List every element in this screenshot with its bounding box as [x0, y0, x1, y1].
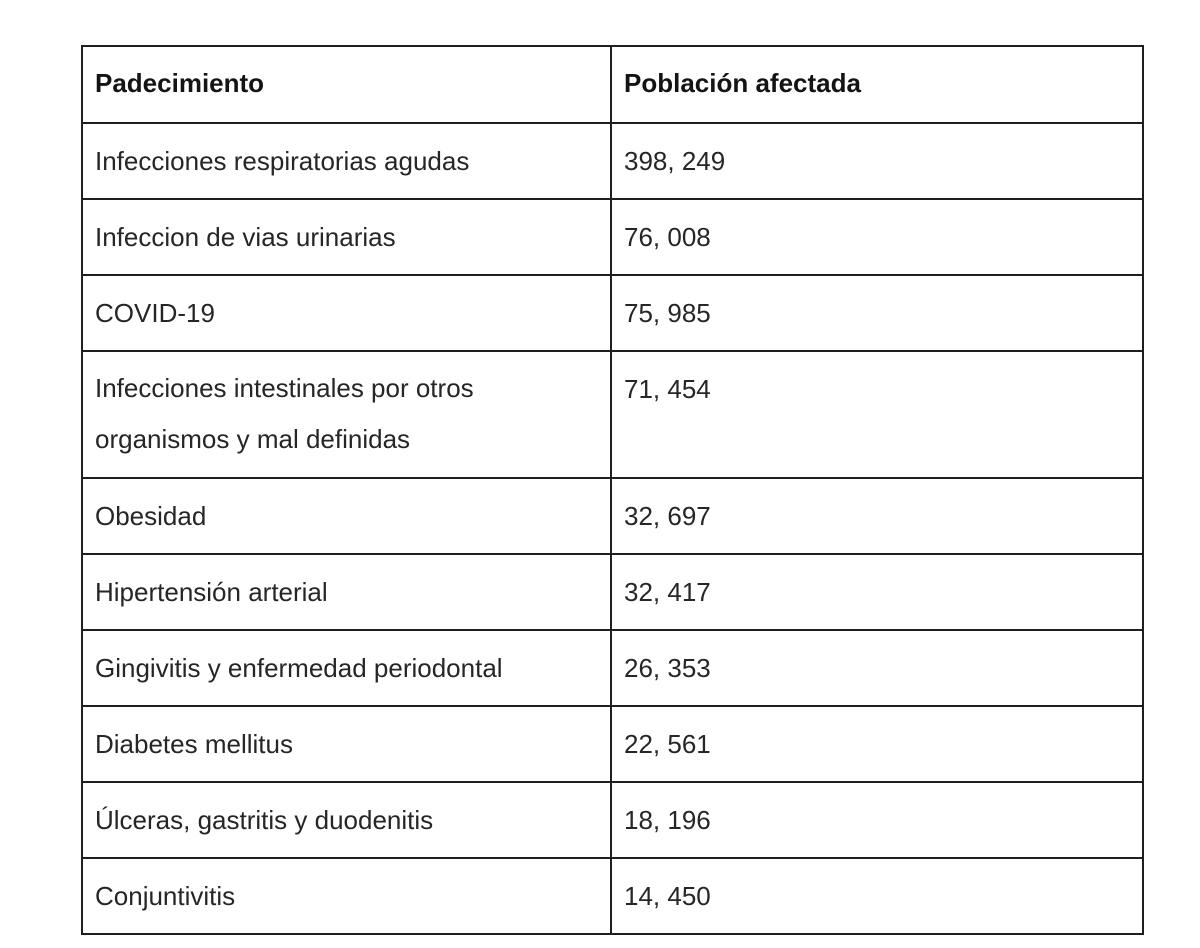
condition-cell: Gingivitis y enfermedad periodontal	[82, 630, 611, 706]
header-padecimiento: Padecimiento	[82, 46, 611, 123]
condition-cell: Infecciones intestinales por otros organismos y mal definidas	[82, 351, 611, 478]
table-row	[82, 351, 1143, 478]
condition-cell: Obesidad	[82, 478, 611, 554]
condition-cell: Conjuntivitis	[82, 858, 611, 934]
table-header-row	[82, 46, 1143, 123]
table-row	[82, 275, 1143, 351]
condition-cell: Hipertensión arterial	[82, 554, 611, 630]
population-cell: 398, 249	[611, 123, 1143, 199]
population-cell: 14, 450	[611, 858, 1143, 934]
table-row	[82, 706, 1143, 782]
conditions-table	[81, 45, 1144, 935]
table-row	[82, 858, 1143, 934]
table-row	[82, 630, 1143, 706]
population-cell: 18, 196	[611, 782, 1143, 858]
population-cell: 76, 008	[611, 199, 1143, 275]
population-cell: 32, 417	[611, 554, 1143, 630]
table-row	[82, 199, 1143, 275]
population-cell: 32, 697	[611, 478, 1143, 554]
population-cell: 26, 353	[611, 630, 1143, 706]
condition-cell: COVID-19	[82, 275, 611, 351]
table-row	[82, 782, 1143, 858]
condition-cell: Úlceras, gastritis y duodenitis	[82, 782, 611, 858]
table-row	[82, 478, 1143, 554]
population-cell: 22, 561	[611, 706, 1143, 782]
condition-cell: Infeccion de vias urinarias	[82, 199, 611, 275]
data-table-container	[81, 45, 1142, 935]
condition-cell: Diabetes mellitus	[82, 706, 611, 782]
condition-cell: Infecciones respiratorias agudas	[82, 123, 611, 199]
table-row	[82, 554, 1143, 630]
population-cell: 75, 985	[611, 275, 1143, 351]
table-row	[82, 123, 1143, 199]
header-poblacion-afectada: Población afectada	[611, 46, 1143, 123]
population-cell: 71, 454	[611, 351, 1143, 478]
